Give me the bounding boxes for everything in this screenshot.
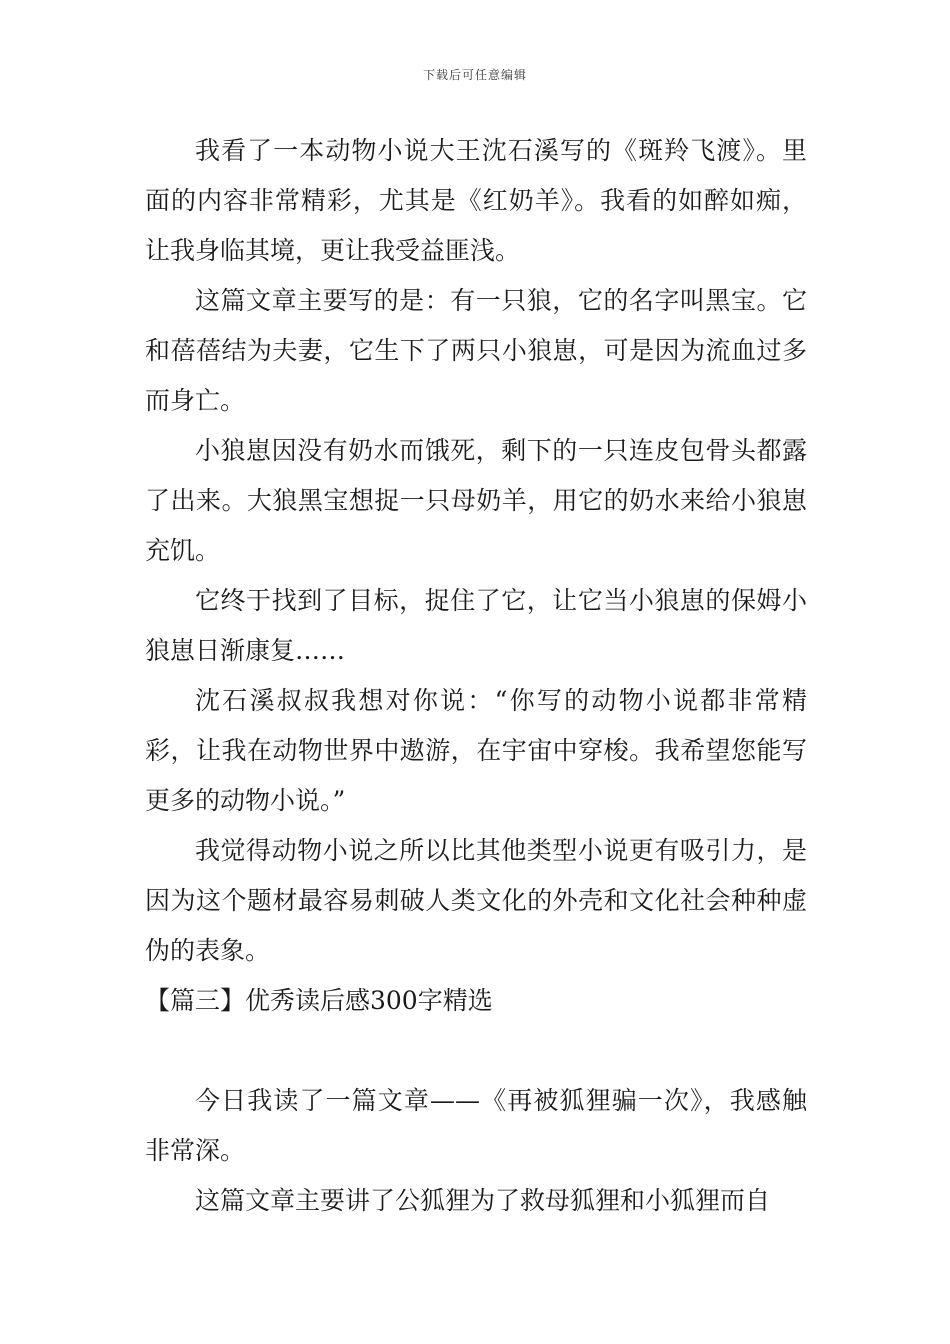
paragraph-3: 小狼崽因没有奶水而饿死，剩下的一只连皮包骨头都露了出来。大狼黑宝想捉一只母奶羊，用它的奶水来给小狼崽充饥。 xyxy=(145,436,807,565)
paragraph-1: 我看了一本动物小说大王沈石溪写的《斑羚飞渡》。里面的内容非常精彩，尤其是《红奶羊》。我看的如醉如痴，让我身临其境，更让我受益匪浅。 xyxy=(145,136,807,265)
page-header-note: 下载后可任意编辑 xyxy=(422,68,527,82)
document-body xyxy=(145,126,807,1226)
paragraph-2: 这篇文章主要写的是：有一只狼，它的名字叫黑宝。它和蓓蓓结为夫妻，它生下了两只小狼崽，可是因为流血过多而身亡。 xyxy=(145,286,807,415)
section-heading: 【篇三】优秀读后感300字精选 xyxy=(145,986,493,1015)
paragraph-7: 今日我读了一篇文章——《再被狐狸骗一次》，我感触非常深。 xyxy=(145,1086,807,1165)
paragraph-8: 这篇文章主要讲了公狐狸为了救母狐狸和小狐狸而自 xyxy=(195,1186,771,1215)
blank-line xyxy=(145,1026,807,1076)
paragraph-6: 我觉得动物小说之所以比其他类型小说更有吸引力，是因为这个题材最容易刺破人类文化的外壳和文化社会种种虚伪的表象。 xyxy=(145,836,807,965)
paragraph-5: 沈石溪叔叔我想对你说：“你写的动物小说都非常精彩，让我在动物世界中遨游，在宇宙中穿梭。我希望您能写更多的动物小说。” xyxy=(145,686,807,815)
paragraph-4: 它终于找到了目标，捉住了它，让它当小狼崽的保姆小狼崽日渐康复…… xyxy=(145,586,807,665)
